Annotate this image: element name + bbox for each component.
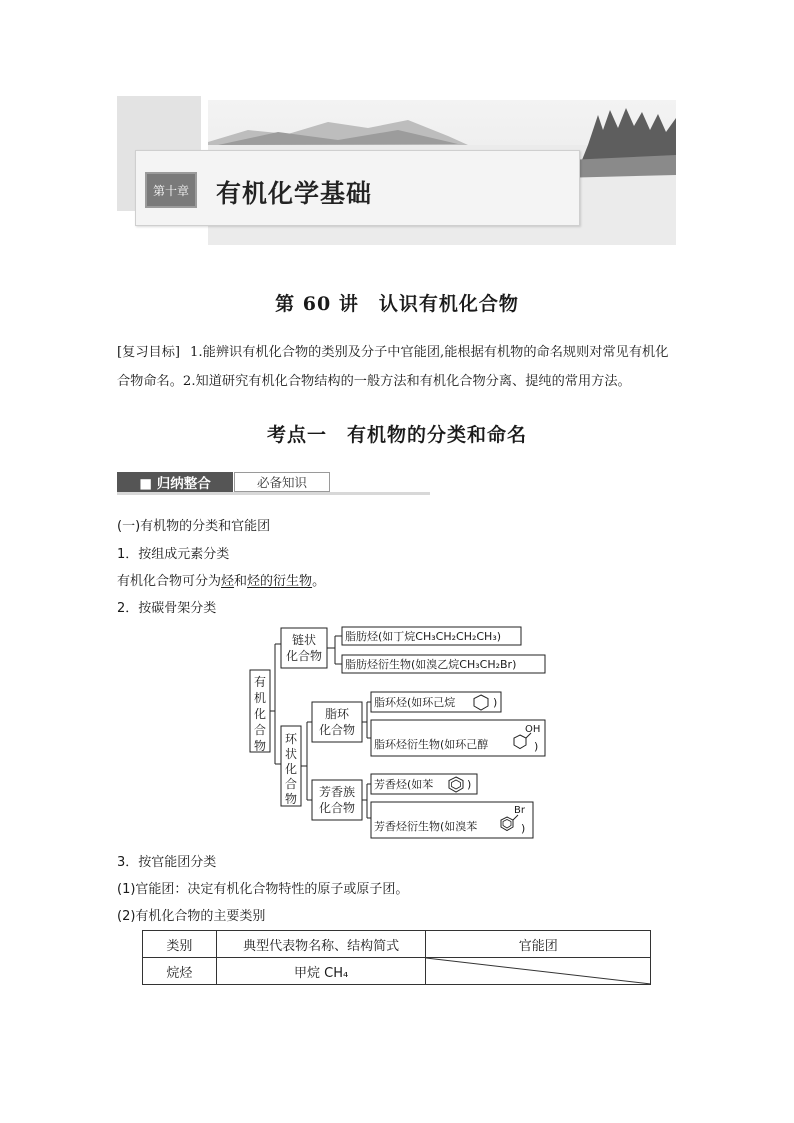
table-cell: 甲烷 CH₄ — [216, 958, 426, 985]
leaf5-text: 芳香烃(如苯 — [374, 778, 434, 791]
heading-composition: 1．按组成元素分类 — [117, 547, 230, 562]
heading-carbon-skeleton: 2．按碳骨架分类 — [117, 601, 217, 616]
objectives-label: [复习目标] — [117, 345, 181, 360]
table-header-cell: 典型代表物名称、结构简式 — [216, 931, 426, 958]
heading-functional-group: 3．按官能团分类 — [117, 855, 217, 870]
root-char: 有 — [253, 675, 267, 689]
review-objectives — [117, 338, 679, 396]
text-fragment: 和 — [234, 574, 248, 589]
root-char: 物 — [253, 739, 267, 753]
root-char: 机 — [253, 691, 267, 705]
label-bar-underline — [117, 492, 430, 495]
table-row — [143, 958, 651, 985]
ring-char: 环 — [284, 732, 298, 746]
text-fragment: 有机化合物可分为 — [117, 574, 222, 589]
ring-char: 合 — [284, 777, 298, 791]
subsection-heading: (一)有机物的分类和官能团 — [117, 519, 271, 534]
aromatic-label: 芳香族 — [318, 785, 356, 799]
classification-diagram — [245, 622, 555, 844]
cyclohexanol-icon — [514, 735, 526, 749]
leaf2-text: 脂肪烃衍生物(如溴乙烷CH₃CH₂Br) — [345, 658, 517, 671]
chapter-tag: 第十章 — [145, 172, 197, 208]
table-header-cell: 官能团 — [426, 931, 651, 958]
table-header-cell: 类别 — [143, 931, 217, 958]
section-title: 考点一 有机物的分类和命名 — [266, 424, 527, 446]
cyclohexane-icon — [474, 695, 488, 710]
ring-char: 物 — [284, 792, 298, 806]
knowledge-label: 必备知识 — [234, 472, 330, 492]
objectives-text: 1.能辨识有机化合物的类别及分子中官能团,能根据有机物的命名规则对常见有机化合物命名。2.知道研究有机化合物结构的一般方法和有机化合物分离、提纯的常用方法。 — [117, 345, 669, 389]
lecture-title: 第 60 讲 认识有机化合物 — [275, 293, 519, 315]
table-cell-empty — [426, 958, 651, 985]
paragraph-main-categories: (2)有机化合物的主要类别 — [117, 909, 266, 924]
term-hydrocarbon: 烃 — [221, 574, 235, 589]
table-cell: 烷烃 — [143, 958, 217, 985]
ring-char: 化 — [284, 762, 298, 776]
br-label: Br — [514, 805, 525, 816]
oh-label: OH — [525, 724, 541, 735]
leaf4-close: ) — [534, 740, 539, 753]
alicyclic-label: 脂环 — [324, 707, 350, 721]
leaf6-close: ) — [521, 822, 526, 835]
chain-label: 化合物 — [285, 649, 323, 663]
summary-label: ■ 归纳整合 — [117, 472, 233, 492]
leaf6-text: 芳香烃衍生物(如溴苯 — [374, 820, 478, 833]
diagonal-slash — [426, 958, 651, 984]
alicyclic-label: 化合物 — [318, 723, 356, 737]
table-header-row — [143, 931, 651, 958]
leaf3-close: ) — [493, 696, 498, 709]
ring-char: 状 — [284, 747, 298, 761]
leaf1-text: 脂肪烃(如丁烷CH₃CH₂CH₂CH₃) — [345, 630, 502, 643]
root-char: 化 — [253, 707, 267, 721]
root-char: 合 — [253, 723, 267, 737]
chain-label: 链状 — [291, 633, 317, 647]
paragraph-composition — [117, 570, 325, 589]
paragraph-functional-group-def: (1)官能团：决定有机化合物特性的原子或原子团。 — [117, 882, 409, 897]
chapter-title: 有机化学基础 — [216, 179, 373, 208]
categories-table — [142, 930, 651, 985]
leaf3-text: 脂环烃(如环己烷 — [374, 696, 456, 709]
aromatic-label: 化合物 — [318, 801, 356, 815]
leaf5-close: ) — [467, 778, 472, 791]
text-fragment: 。 — [312, 574, 326, 589]
term-derivative: 烃的衍生物 — [247, 574, 313, 589]
leaf4-text: 脂环烃衍生物(如环己醇 — [374, 738, 489, 751]
